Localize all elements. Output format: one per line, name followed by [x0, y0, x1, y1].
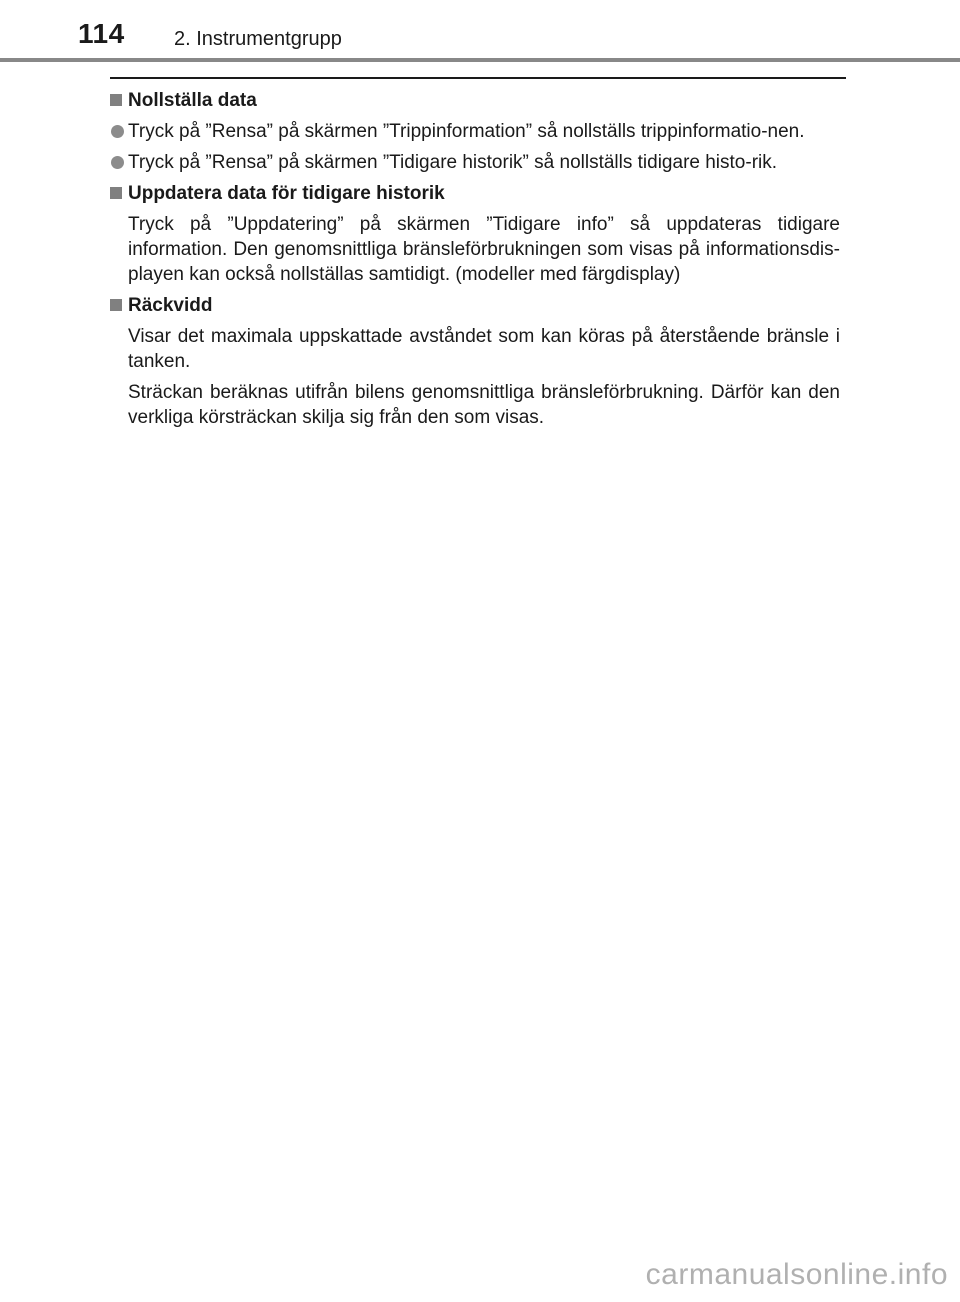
square-bullet-icon	[110, 299, 122, 311]
paragraph: Tryck på ”Uppdatering” på skärmen ”Tidigare info” så uppdateras tidigare information. Den genomsnittliga bränsleförbrukningen som visas på informationsdis-playen kan också nollställas samtidigt. (modeller med färgdisplay)	[128, 214, 840, 285]
section-heading	[110, 88, 840, 113]
list-item-text: Tryck på ”Rensa” på skärmen ”Trippinformation” så nollställs trippinformatio-nen.	[128, 121, 805, 142]
section-uppdatera-data	[110, 181, 840, 287]
content-top-rule	[110, 77, 846, 79]
section-heading-text: Uppdatera data för tidigare historik	[128, 183, 445, 204]
list-item	[110, 119, 840, 144]
paragraph: Sträckan beräknas utifrån bilens genomsnittliga bränsleförbrukning. Därför kan den verkliga körsträckan skilja sig från den som visas.	[128, 382, 840, 428]
page-header	[0, 0, 960, 64]
list-item-text: Tryck på ”Rensa” på skärmen ”Tidigare historik” så nollställs tidigare histo-rik.	[128, 152, 778, 173]
section-heading	[110, 181, 840, 206]
section-heading-text: Räckvidd	[128, 295, 213, 316]
paragraph: Visar det maximala uppskattade avståndet som kan köras på återstående bränsle i tanken.	[128, 326, 840, 372]
section-rackvidd	[110, 293, 840, 430]
circle-bullet-icon	[111, 125, 124, 138]
watermark-text: carmanualsonline.info	[645, 1258, 948, 1291]
main-content	[110, 88, 840, 436]
section-nollstalla-data	[110, 88, 840, 175]
circle-bullet-icon	[111, 156, 124, 169]
page-number: 114	[78, 18, 125, 49]
section-heading-text: Nollställa data	[128, 90, 257, 111]
square-bullet-icon	[110, 187, 122, 199]
chapter-title: 2. Instrumentgrupp	[174, 28, 342, 50]
square-bullet-icon	[110, 94, 122, 106]
header-rule	[0, 58, 960, 62]
list-item	[110, 150, 840, 175]
section-heading	[110, 293, 840, 318]
